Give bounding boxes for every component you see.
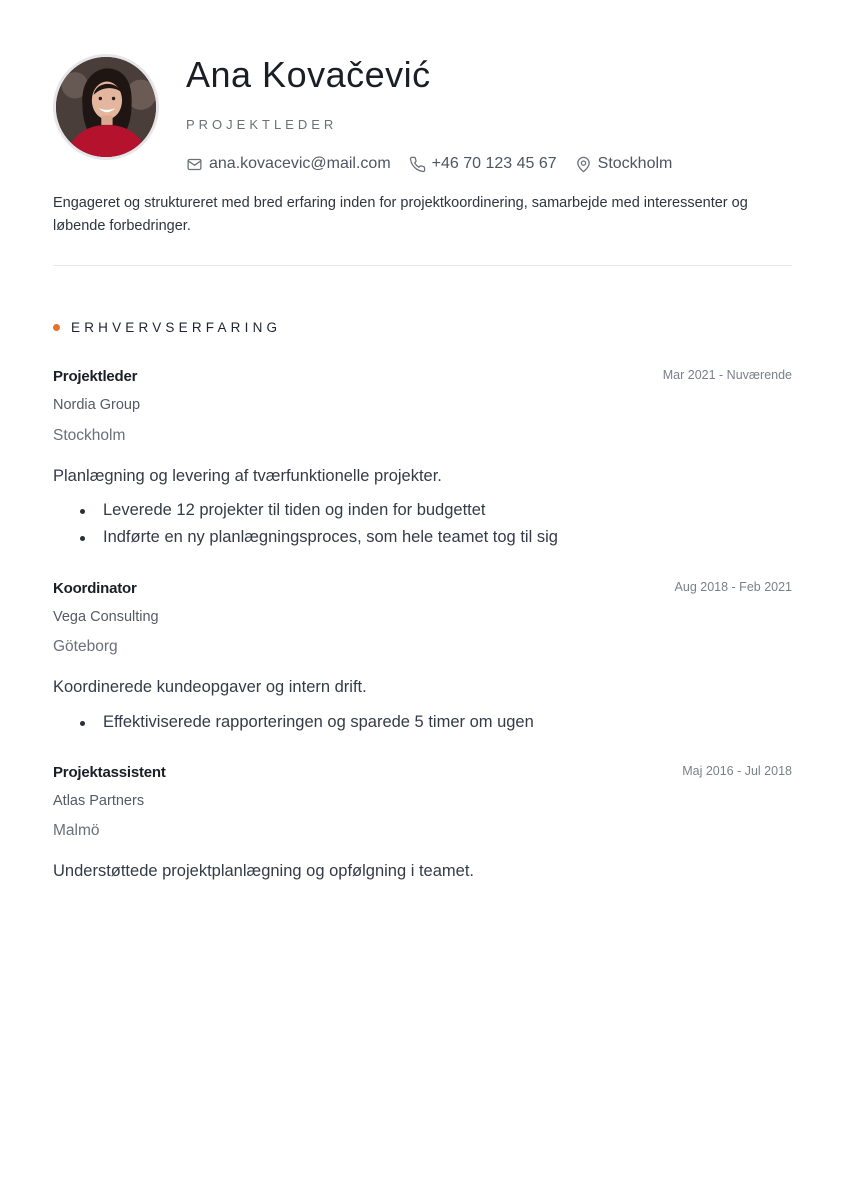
job-role: Koordinator xyxy=(53,580,137,597)
job-company: Vega Consulting xyxy=(53,609,159,625)
location-contact xyxy=(575,155,673,173)
achievement-item: Indførte en ny planlægningsproces, som hele teamet tog til sig xyxy=(53,524,558,551)
divider xyxy=(53,265,792,266)
job-location: Göteborg xyxy=(53,638,118,655)
achievement-item: Effektiviserede rapporteringen og sparede 5 timer om ugen xyxy=(53,709,534,736)
email-text: ana.kovacevic@mail.com xyxy=(209,155,391,172)
job-entry xyxy=(53,580,792,750)
phone-icon xyxy=(409,156,426,173)
job-achievements xyxy=(53,709,534,736)
job-company: Atlas Partners xyxy=(53,793,145,809)
contact-info xyxy=(186,153,672,175)
job-role: Projektassistent xyxy=(53,764,166,781)
job-entry xyxy=(53,764,792,894)
map-pin-icon xyxy=(575,156,592,173)
candidate-name: Ana Kovačević xyxy=(186,54,431,95)
profile-photo xyxy=(56,57,156,157)
job-location: Stockholm xyxy=(53,427,126,444)
job-title: PROJEKTLEDER xyxy=(186,117,338,132)
job-company: Nordia Group xyxy=(53,397,141,413)
accent-dot-icon xyxy=(53,324,60,331)
email-contact[interactable] xyxy=(186,155,391,173)
section-title: ERHVERVSERFARING xyxy=(71,320,282,335)
job-description: Koordinerede kundeopgaver og intern drift. xyxy=(53,678,367,696)
profile-summary: Engageret og struktureret med bred erfaring inden for projektkoordinering, samarbejde med interessenter og løbende forbedringer. xyxy=(53,195,748,234)
job-dates: Mar 2021 - Nuværende xyxy=(662,368,792,382)
job-role: Projektleder xyxy=(53,368,138,385)
phone-contact[interactable] xyxy=(409,155,557,173)
mail-icon xyxy=(186,156,203,173)
job-entry xyxy=(53,368,792,558)
achievement-item: Leverede 12 projekter til tiden og inden for budgettet xyxy=(53,497,558,524)
avatar xyxy=(53,54,159,160)
job-description: Planlægning og levering af tværfunktionelle projekter. xyxy=(53,467,442,485)
job-dates: Aug 2018 - Feb 2021 xyxy=(674,580,792,594)
job-dates: Maj 2016 - Jul 2018 xyxy=(682,764,792,778)
job-location: Malmö xyxy=(53,822,100,839)
job-achievements xyxy=(53,497,558,551)
experience-section-header xyxy=(53,320,281,335)
phone-text: +46 70 123 45 67 xyxy=(431,155,557,172)
job-description: Understøttede projektplanlægning og opfølgning i teamet. xyxy=(53,862,474,880)
location-text: Stockholm xyxy=(597,155,673,172)
